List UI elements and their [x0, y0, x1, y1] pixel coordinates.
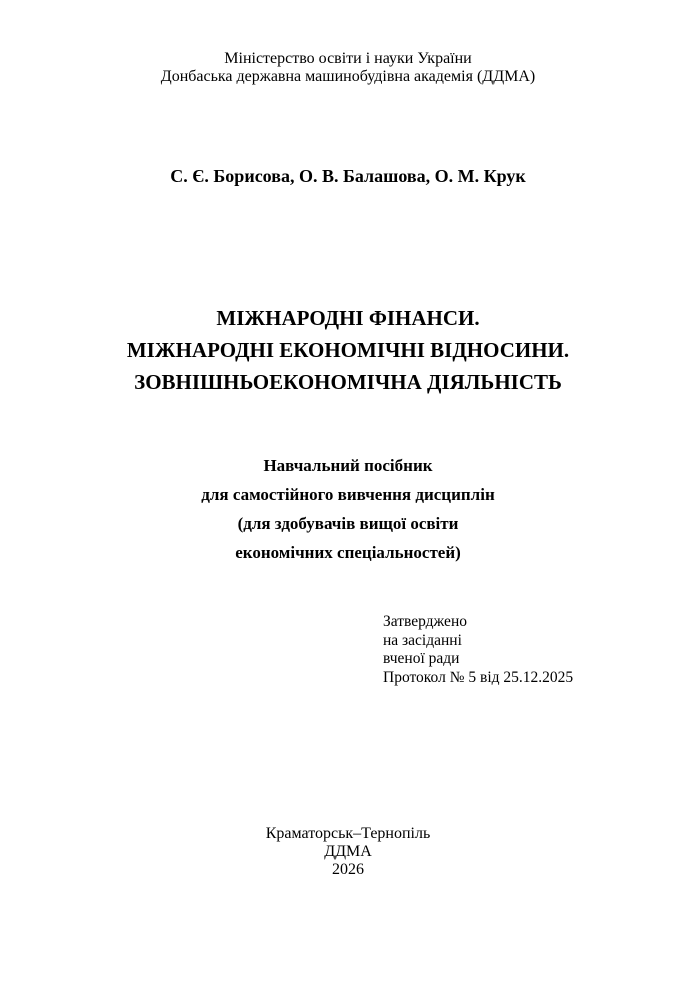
approval-line-3: вченої ради [383, 650, 460, 667]
approval-line-1: Затверджено [383, 613, 467, 630]
book-subtitle [0, 451, 696, 567]
ministry-name: Міністерство освіти і науки України [224, 50, 472, 67]
subtitle-line-2: для самостійного вивчення дисциплін [201, 485, 495, 504]
approval-line-2: на засіданні [383, 631, 462, 649]
title-line-3: ЗОВНІШНЬОЕКОНОМІЧНА ДІЯЛЬНІСТЬ [134, 370, 562, 394]
authors [0, 165, 696, 187]
imprint-year: 2026 [332, 861, 364, 878]
approval-protocol: Протокол № 5 від 25.12.2025 [383, 668, 574, 686]
subtitle-line-1: Навчальний посібник [263, 456, 433, 475]
approval-note [383, 613, 573, 687]
imprint-publisher: ДДМА [324, 843, 372, 860]
academy-name: Донбаська державна машинобудівна академія (ДДМА) [160, 68, 536, 85]
title-line-2: МІЖНАРОДНІ ЕКОНОМІЧНІ ВІДНОСИНИ. [126, 338, 570, 362]
authors-names: С. Є. Борисова, О. В. Балашова, О. М. Крук [170, 166, 526, 186]
ministry-header [0, 50, 696, 86]
imprint-city: Краматорськ–Тернопіль [265, 825, 431, 842]
imprint-footer [0, 825, 696, 879]
subtitle-line-3: (для здобувачів вищої освіти [237, 514, 459, 533]
subtitle-line-4: економічних спеціальностей) [235, 543, 461, 562]
title-line-1: МІЖНАРОДНІ ФІНАНСИ. [216, 306, 480, 330]
book-title [0, 302, 696, 398]
